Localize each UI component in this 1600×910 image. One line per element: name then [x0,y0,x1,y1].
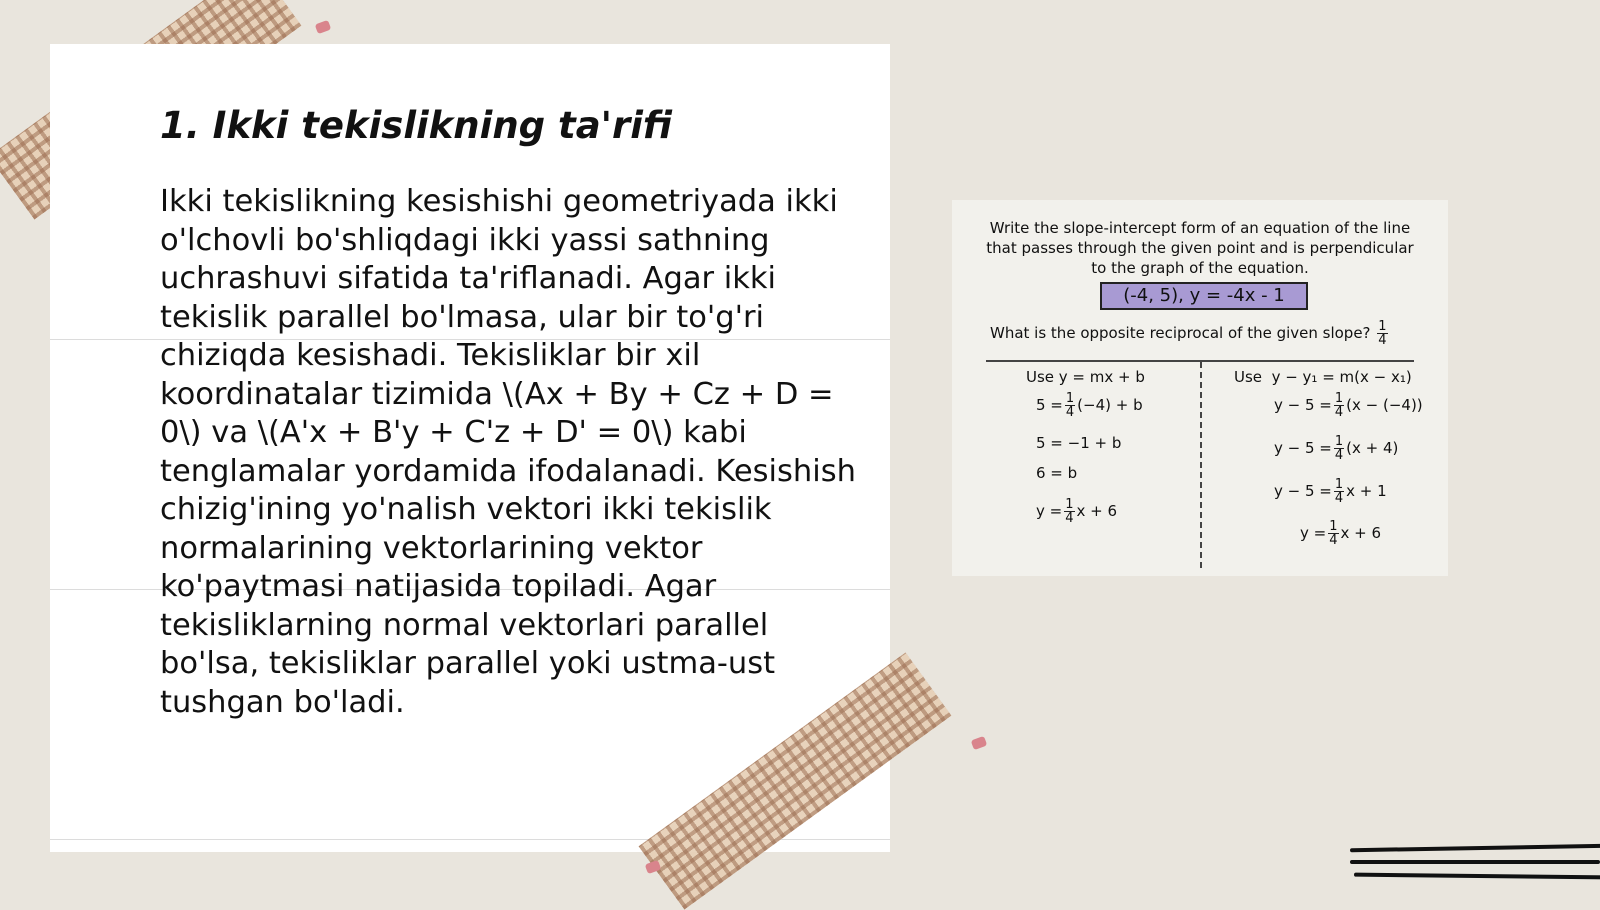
prompt-line-3: to the graph of the equation. [1091,259,1309,277]
tape-tip-bottom-right [971,736,988,750]
tape-tip-top [315,20,332,34]
left-step-1: 5 = $\frac{1}{4}$ (−4) + b [1036,391,1143,420]
right-column-heading: Use y − y₁ = m(x − x₁) [1234,368,1412,386]
right-step-1: y − 5 = $\frac{1}{4}$ (x − (−4)) [1274,391,1423,420]
given-point-box: (-4, 5), y = -4x - 1 [1100,282,1308,310]
prompt-line-1: Write the slope-intercept form of an equation of the line [989,219,1411,237]
decorative-stripes [1350,842,1600,886]
left-step-3: 6 = b [1036,464,1078,482]
question-text: What is the opposite reciprocal of the given slope? [990,324,1371,342]
slide-body-text: Ikki tekislikning kesishishi geometriyada ikki o'lchovli bo'shliqdagi ikki yassi sathning uchrashuvi sifatida ta'riflanadi. Agar ikki tekislik parallel bo'lmasa, ular bir to'g'ri chiziqda kesishadi. Tekisliklar bir xil koordinatalar tizimida \(Ax + By + Cz + D = 0\) va \(A'x + B'y + C'z + D' = 0\) kabi tenglamalar yordamida ifodalanadi. Kesishish chizig'ining yo'nalish vektori ikki tekislik normalarining vektorlarining vektor ko'paytmasi natijasida topiladi. Agar tekisliklarning normal vektorlari parallel bo'lsa, tekisliklar parallel yoki ustma-ust tushgan bo'ladi. [160,184,856,720]
left-step-4: y = $\frac{1}{4}$ x + 6 [1036,497,1118,526]
left-column-heading: Use y = mx + b [1026,368,1145,386]
opposite-reciprocal-question [990,320,1390,347]
prompt-line-2: that passes through the given point and is perpendicular [986,239,1414,257]
right-step-2: y − 5 = $\frac{1}{4}$ (x + 4) [1274,434,1399,463]
left-step-2: 5 = −1 + b [1036,434,1122,452]
right-step-3: y − 5 = $\frac{1}{4}$ x + 1 [1274,477,1387,506]
right-step-4: y = $\frac{1}{4}$ x + 6 [1300,519,1382,548]
answer-fraction: $\frac{1}{4}$ [1378,319,1387,348]
problem-prompt [952,218,1448,278]
dashed-column-divider [1200,362,1202,568]
slide-title: 1. Ikki tekislikning ta'rifi [160,104,673,147]
math-example-card [952,200,1448,576]
